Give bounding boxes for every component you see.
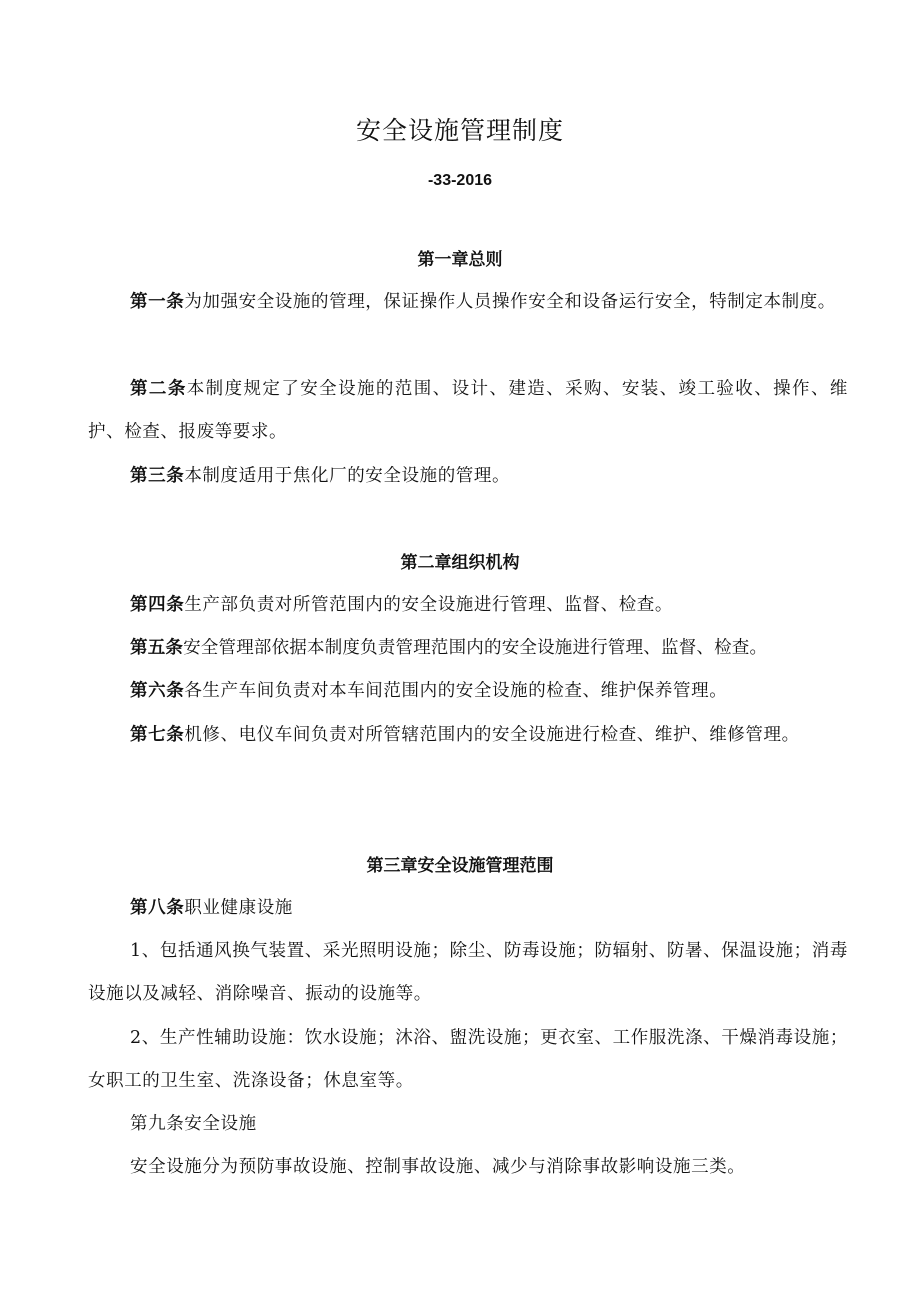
article-label: 第七条 xyxy=(130,725,185,745)
article-paragraph xyxy=(88,584,848,627)
article-text: 安全管理部依据本制度负责管理范围内的安全设施进行管理、监督、检查。 xyxy=(183,638,768,658)
article-paragraph xyxy=(88,714,848,757)
chapter-heading: 第三章安全设施管理范围 xyxy=(366,856,554,876)
subheading-paragraph xyxy=(88,1103,848,1146)
list-paragraph xyxy=(88,1017,848,1103)
article-text: 各生产车间负责对本车间范围内的安全设施的检查、维护保养管理。 xyxy=(184,681,728,701)
article-paragraph xyxy=(88,887,848,930)
body-paragraph xyxy=(88,1146,848,1189)
article-label: 第一条 xyxy=(130,292,185,312)
article-text: 生产部负责对所管范围内的安全设施进行管理、监督、检查。 xyxy=(184,595,674,615)
article-label: 第五条 xyxy=(130,638,184,658)
article-text: 本制度适用于焦化厂的安全设施的管理。 xyxy=(184,466,511,486)
article-text: 为加强安全设施的管理，保证操作人员操作安全和设备运行安全，特制定本制度。 xyxy=(184,292,836,312)
list-paragraph xyxy=(88,930,848,1016)
article-paragraph xyxy=(88,670,848,713)
article-label: 第四条 xyxy=(130,595,185,615)
article-label: 第八条 xyxy=(130,898,185,918)
article-text: 机修、电仪车间负责对所管辖范围内的安全设施进行检查、维护、维修管理。 xyxy=(184,725,800,745)
article-paragraph xyxy=(88,455,848,498)
list-text: 1、包括通风换气装置、采光照明设施；除尘、防毒设施；防辐射、防暑、保温设施；消毒设施以及减轻、消除噪音、振动的设施等。 xyxy=(88,941,848,1004)
body-text: 安全设施分为预防事故设施、控制事故设施、减少与消除事故影响设施三类。 xyxy=(130,1157,746,1177)
document-title: 安全设施管理制度 xyxy=(355,116,564,145)
article-text: 职业健康设施 xyxy=(184,898,293,918)
chapter-heading: 第一章总则 xyxy=(417,250,503,270)
article-label: 第三条 xyxy=(130,466,185,486)
subheading-text: 第九条安全设施 xyxy=(130,1114,257,1134)
article-text: 本制度规定了安全设施的范围、设计、建造、采购、安装、竣工验收、操作、维护、检查、报废等要求。 xyxy=(88,379,848,442)
article-label: 第二条 xyxy=(130,379,187,399)
article-paragraph xyxy=(88,281,848,324)
article-label: 第六条 xyxy=(130,681,185,701)
chapter-heading: 第二章组织机构 xyxy=(400,553,520,573)
document-code: -33-2016 xyxy=(427,172,493,189)
article-paragraph xyxy=(88,368,848,454)
list-text: 2、生产性辅助设施：饮水设施；沐浴、盥洗设施；更衣室、工作服洗涤、干燥消毒设施；女职工的卫生室、洗涤设备；休息室等。 xyxy=(88,1028,848,1091)
article-paragraph xyxy=(88,627,848,670)
